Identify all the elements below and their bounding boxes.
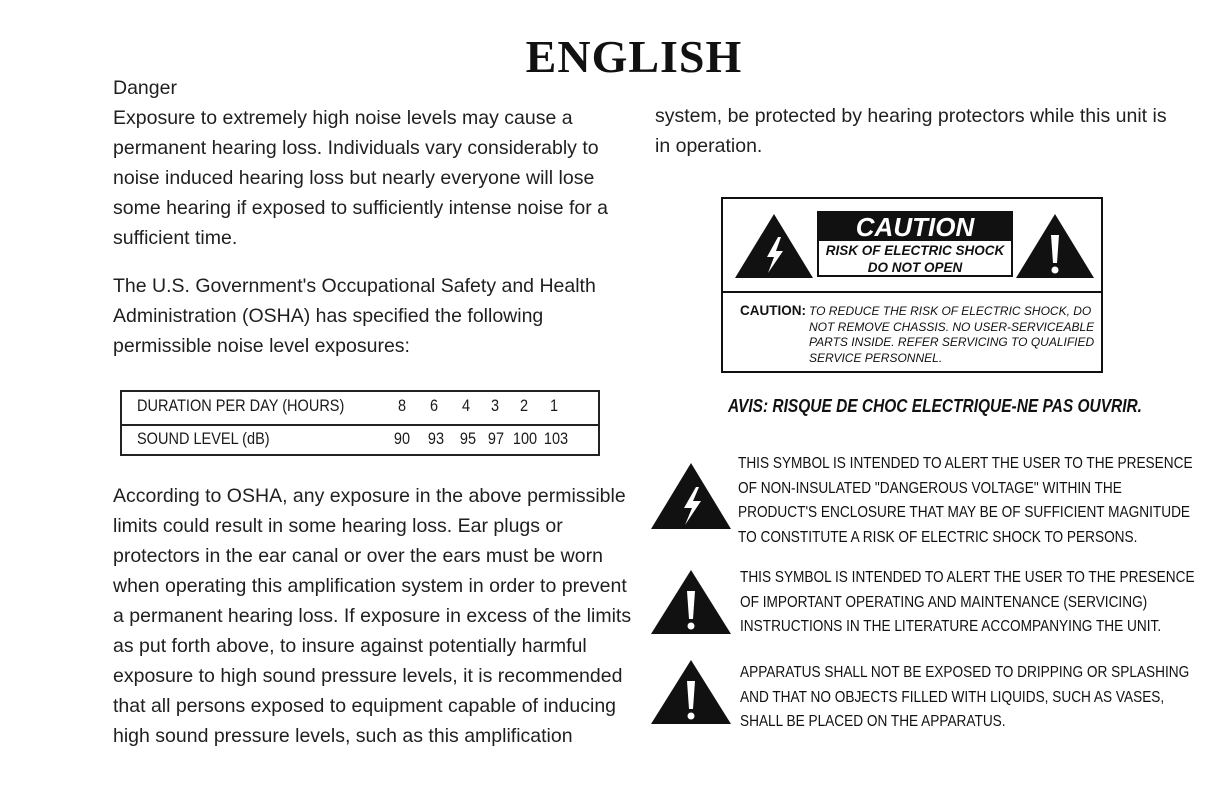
lightning-warning-triangle-icon	[734, 213, 814, 279]
paragraph1-line: noise induced hearing loss but nearly everyone will lose	[113, 167, 595, 189]
paragraph1-line: Exposure to extremely high noise levels may cause a	[113, 107, 573, 129]
exclamation-warning-triangle-icon	[650, 569, 732, 635]
duration-value: 4	[461, 397, 471, 415]
divider	[723, 291, 1101, 293]
caution-label: CAUTION:	[740, 303, 806, 318]
sound-level-value: 100	[512, 430, 538, 448]
caution-text-line: SERVICE PERSONNEL.	[809, 350, 943, 365]
page-title: ENGLISH	[525, 31, 743, 82]
symbol-text-line: AND THAT NO OBJECTS FILLED WITH LIQUIDS, SUCH AS VASES,	[740, 688, 1165, 706]
sound-level-label: SOUND LEVEL (dB)	[137, 430, 270, 448]
danger-section	[113, 73, 633, 253]
exclamation-warning-triangle-icon	[1015, 213, 1095, 279]
lightning-warning-triangle-icon	[650, 462, 732, 530]
symbol-text-line: THIS SYMBOL IS INTENDED TO ALERT THE USER TO THE PRESENCE	[738, 455, 1193, 472]
osha-recommendation-paragraph	[113, 481, 633, 751]
exclamation-warning-triangle-icon	[650, 659, 732, 725]
symbol-text-line: APPARATUS SHALL NOT BE EXPOSED TO DRIPPING OR SPLASHING	[740, 664, 1190, 681]
caution-text	[809, 304, 1099, 366]
lightning-symbol-text	[738, 452, 1193, 550]
caution-banner-line: RISK OF ELECTRIC SHOCK	[825, 243, 1005, 258]
caution-banner	[817, 211, 1013, 277]
caution-text-line: PARTS INSIDE. REFER SERVICING TO QUALIFIED	[809, 335, 1095, 349]
caution-banner-title: CAUTION	[819, 213, 1011, 241]
continuation-line: system, be protected by hearing protectors while this unit is	[655, 105, 1167, 127]
osha-intro-paragraph	[113, 271, 633, 361]
duration-value: 1	[549, 397, 559, 415]
sound-level-value: 90	[393, 430, 411, 448]
paragraph3-line: exposure to high sound pressure levels, it is recommended	[113, 665, 623, 687]
paragraph3-line: high sound pressure levels, such as this amplification	[113, 725, 573, 747]
duration-value: 3	[490, 397, 500, 415]
continuation-line: in operation.	[655, 135, 763, 157]
apparatus-warning-text	[740, 661, 1189, 735]
symbol-text-line: THIS SYMBOL IS INTENDED TO ALERT THE USER TO THE PRESENCE	[740, 569, 1195, 586]
duration-value: 2	[519, 397, 529, 415]
symbol-text-line: INSTRUCTIONS IN THE LITERATURE ACCOMPANYING THE UNIT.	[740, 618, 1162, 635]
paragraph3-line: that all persons exposed to equipment capable of inducing	[113, 695, 617, 717]
paragraph2-line: permissible noise level exposures:	[113, 335, 410, 357]
duration-value: 8	[397, 397, 407, 415]
sound-level-value: 103	[543, 430, 569, 448]
table-row	[122, 425, 598, 457]
paragraph1-line: some hearing if exposed to sufficiently intense noise for a	[113, 197, 609, 219]
symbol-text-line: OF IMPORTANT OPERATING AND MAINTENANCE (SERVICING)	[740, 593, 1148, 611]
symbol-text-line: TO CONSTITUTE A RISK OF ELECTRIC SHOCK TO PERSONS.	[738, 528, 1138, 546]
paragraph3-line: protectors in the ear canal or over the ears must be worn	[113, 545, 603, 567]
paragraph3-line: limits could result in some hearing loss. Ear plugs or	[113, 515, 563, 537]
table-row	[122, 392, 598, 426]
caution-banner-line: DO NOT OPEN	[867, 260, 963, 275]
paragraph2-line: The U.S. Government's Occupational Safety and Health	[113, 275, 596, 297]
continuation-paragraph	[655, 101, 1175, 161]
exclamation-symbol-text	[740, 566, 1195, 640]
symbol-text-line: OF NON-INSULATED "DANGEROUS VOLTAGE" WITHIN THE	[738, 479, 1122, 497]
sound-level-value: 93	[427, 430, 445, 448]
paragraph1-line: permanent hearing loss. Individuals vary considerably to	[113, 137, 599, 159]
caution-text-line: NOT REMOVE CHASSIS. NO USER-SERVICEABLE	[809, 319, 1095, 334]
danger-heading: Danger	[113, 77, 177, 99]
sound-level-value: 97	[487, 430, 505, 448]
paragraph3-line: According to OSHA, any exposure in the above permissible	[113, 485, 626, 507]
sound-level-value: 95	[459, 430, 477, 448]
paragraph1-line: sufficient time.	[113, 227, 238, 249]
avis-french-warning: AVIS: RISQUE DE CHOC ELECTRIQUE-NE PAS OUVRIR.	[728, 396, 1142, 416]
symbol-text-line: PRODUCT'S ENCLOSURE THAT MAY BE OF SUFFICIENT MAGNITUDE	[738, 504, 1191, 521]
symbol-text-line: SHALL BE PLACED ON THE APPARATUS.	[740, 713, 1006, 730]
paragraph3-line: a permanent hearing loss. If exposure in excess of the limits	[113, 605, 632, 627]
duration-label: DURATION PER DAY (HOURS)	[137, 397, 345, 415]
paragraph3-line: when operating this amplification system in order to prevent	[113, 575, 627, 597]
duration-value: 6	[429, 397, 439, 415]
caution-label-box	[721, 197, 1103, 373]
paragraph3-line: as put forth above, to insure against potentially harmful	[113, 635, 587, 657]
caution-text-line: TO REDUCE THE RISK OF ELECTRIC SHOCK, DO	[809, 304, 1092, 318]
paragraph2-line: Administration (OSHA) has specified the following	[113, 305, 544, 327]
noise-exposure-table	[120, 390, 600, 456]
